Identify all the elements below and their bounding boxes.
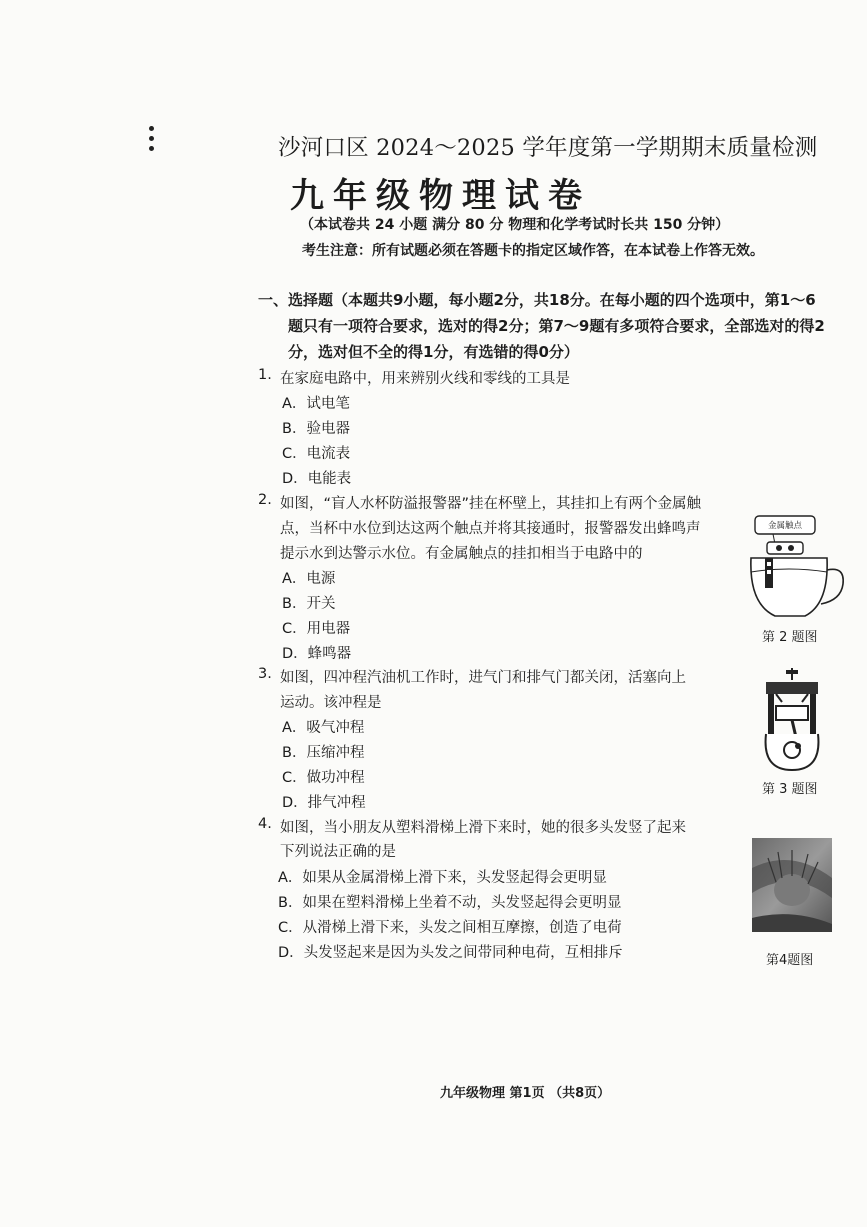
question-stem: 如图，当小朋友从塑料滑梯上滑下来时，她的很多头发竖了起来 <box>280 820 686 836</box>
question-number: 4. <box>258 816 272 832</box>
section-heading-line2: 题只有一项符合要求，选对的得2分；第7～9题有多项符合要求，全部选对的得2 <box>288 317 825 335</box>
figure-caption: 第 2 题图 <box>762 630 818 645</box>
exam-info: （本试卷共 24 小题 满分 80 分 物理和化学考试时长共 150 分钟） <box>300 217 730 233</box>
figure-caption: 第 3 题图 <box>762 782 818 797</box>
question-number: 2. <box>258 492 272 508</box>
option: D．排气冲程 <box>282 795 366 811</box>
option: B．验电器 <box>282 421 350 437</box>
question-number: 3. <box>258 666 272 682</box>
figure-label: 金属触点 <box>767 521 803 531</box>
option: D．蜂鸣器 <box>282 646 352 662</box>
exam-subtitle: 九年级物理试卷 <box>290 176 591 216</box>
option: D．头发竖起来是因为头发之间带同种电荷，互相排斥 <box>278 945 623 961</box>
question-stem: 在家庭电路中，用来辨别火线和零线的工具是 <box>280 371 570 387</box>
question-stem: 提示水到达警示水位。有金属触点的挂扣相当于电路中的 <box>280 546 643 562</box>
option: B．压缩冲程 <box>282 745 365 761</box>
option: C．做功冲程 <box>282 770 365 786</box>
option: C．从滑梯上滑下来，头发之间相互摩擦，创造了电荷 <box>278 920 622 936</box>
engine-figure <box>760 666 824 772</box>
option: A．电源 <box>282 571 336 587</box>
exam-notice: 考生注意：所有试题必须在答题卡的指定区域作答，在本试卷上作答无效。 <box>302 243 764 259</box>
option: C．电流表 <box>282 446 351 462</box>
option: A．试电笔 <box>282 396 350 412</box>
exam-title: 沙河口区 2024～2025 学年度第一学期期末质量检测 <box>278 135 818 161</box>
question-stem: 运动。该冲程是 <box>280 695 382 711</box>
page-footer: 九年级物理 第1页 （共8页） <box>440 1086 611 1101</box>
question-stem: 下列说法正确的是 <box>280 844 396 860</box>
option: B．如果在塑料滑梯上坐着不动，头发竖起得会更明显 <box>278 895 622 911</box>
section-heading-line1: 一、选择题（本题共9小题，每小题2分，共18分。在每小题的四个选项中，第1～6 <box>258 291 816 309</box>
option: B．开关 <box>282 596 336 612</box>
question-stem: 如图，四冲程汽油机工作时，进气门和排气门都关闭，活塞向上 <box>280 670 686 686</box>
question-stem: 如图，“盲人水杯防溢报警器”挂在杯壁上，其挂扣上有两个金属触 <box>280 496 702 512</box>
figure-caption: 第4题图 <box>766 953 814 968</box>
question-stem: 点，当杯中水位到达这两个触点并将其接通时，报警器发出蜂鸣声 <box>280 521 701 537</box>
margin-dots <box>149 126 155 156</box>
question-number: 1. <box>258 367 272 383</box>
slide-photo-figure <box>752 838 832 932</box>
option: A．如果从金属滑梯上滑下来，头发竖起得会更明显 <box>278 870 607 886</box>
option: A．吸气冲程 <box>282 720 365 736</box>
section-heading-line3: 分，选对但不全的得1分，有选错的得0分） <box>288 343 579 361</box>
option: D．电能表 <box>282 471 352 487</box>
option: C．用电器 <box>282 621 351 637</box>
cup-alarm-figure <box>745 512 845 622</box>
